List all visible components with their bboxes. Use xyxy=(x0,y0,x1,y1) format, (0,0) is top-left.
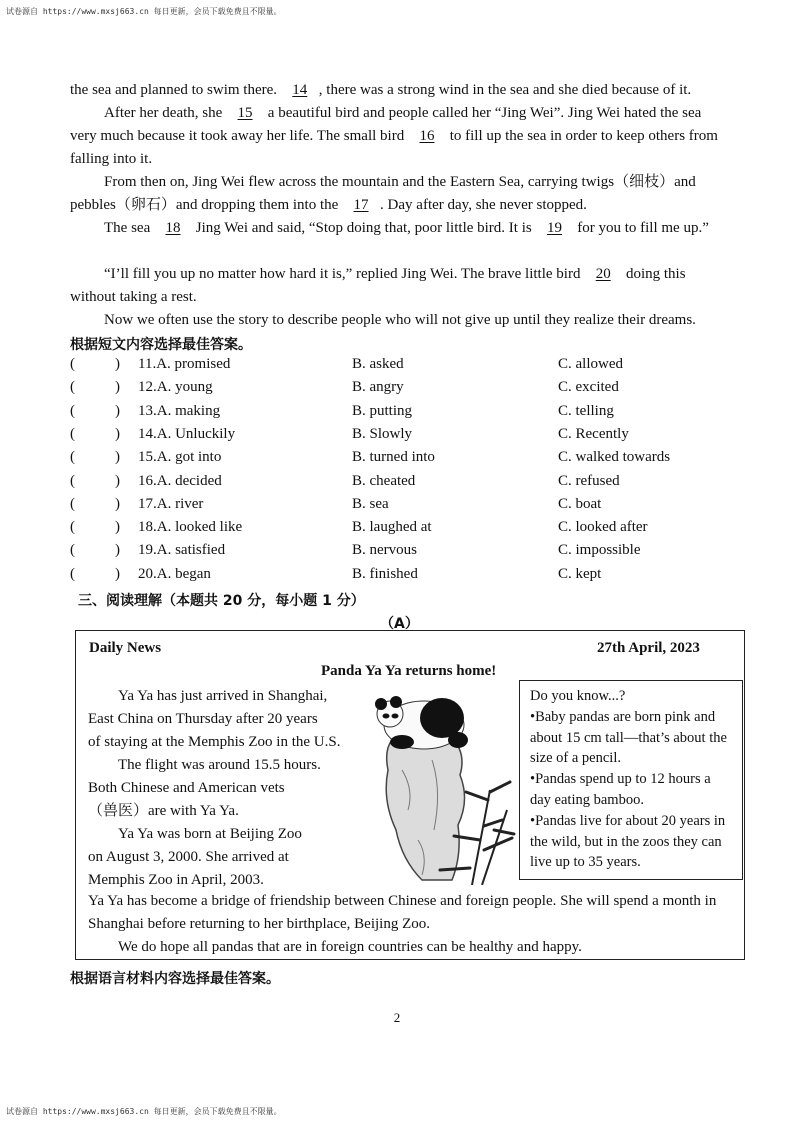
news-line: （兽医）are with Ya Ya. xyxy=(88,803,239,819)
option-a: 16.A. decided xyxy=(138,472,222,489)
answer-paren-close: ) xyxy=(115,449,120,466)
option-a: 13.A. making xyxy=(138,402,221,419)
answer-paren-open[interactable]: ( xyxy=(70,542,75,559)
option-c: C. impossible xyxy=(558,542,641,559)
news-date: 27th April, 2023 xyxy=(597,640,700,656)
question-row xyxy=(70,403,726,426)
answer-paren-close: ) xyxy=(115,379,120,396)
option-a: 12.A. young xyxy=(138,379,213,396)
answer-paren-close: ) xyxy=(115,565,120,582)
option-a: 18.A. looked like xyxy=(138,519,243,536)
news-line: Ya Ya was born at Beijing Zoo xyxy=(118,826,302,842)
news-body-bottom xyxy=(88,890,738,959)
news-line: Ya Ya has just arrived in Shanghai, xyxy=(118,688,328,704)
dyk-title: Do you know...? xyxy=(530,688,626,704)
passage-paragraph-3: From then on, Jing Wei flew across the mountain and the Eastern Sea, carrying twigs（细枝）and pebbles（卵石）and dropping them into the 17 . Day after day, she never stopped. xyxy=(70,171,726,217)
panda-illustration xyxy=(362,680,517,885)
answer-paren-open[interactable]: ( xyxy=(70,472,75,489)
option-c: C. refused xyxy=(558,472,620,489)
answer-paren-open[interactable]: ( xyxy=(70,519,75,536)
answer-paren-open[interactable]: ( xyxy=(70,356,75,372)
option-a: 15.A. got into xyxy=(138,449,222,466)
answer-paren-close: ) xyxy=(115,356,120,372)
question-row xyxy=(70,473,726,496)
passage-paragraph-4: The sea 18 Jing Wei and said, “Stop doing that, poor little bird. It is 19 for you to fill me up.” xyxy=(70,217,726,240)
question-row xyxy=(70,519,726,542)
news-paragraph: We do hope all pandas that are in foreign countries can be healthy and happy. xyxy=(118,939,582,955)
dyk-fact-2: •Pandas spend up to 12 hours a day eating bamboo. xyxy=(530,771,711,808)
option-a: 19.A. satisfied xyxy=(138,542,226,559)
answer-paren-close: ) xyxy=(115,519,120,536)
option-c: C. walked towards xyxy=(558,449,671,466)
option-c: C. kept xyxy=(558,565,602,582)
option-a: 11.A. promised xyxy=(138,356,231,372)
news-paper-name: Daily News xyxy=(89,640,162,656)
option-b: B. cheated xyxy=(352,472,416,489)
blank-17: 17 xyxy=(353,197,369,213)
option-b: B. finished xyxy=(352,565,418,582)
passage-paragraph-6: Now we often use the story to describe people who will not give up until they realize their dreams. xyxy=(104,312,696,328)
answer-paren-close: ) xyxy=(115,495,120,512)
blank-14: 14 xyxy=(292,82,308,98)
option-b: B. putting xyxy=(352,402,413,419)
question-row xyxy=(70,449,726,472)
news-line: of staying at the Memphis Zoo in the U.S. xyxy=(88,734,341,750)
option-c: C. telling xyxy=(558,402,614,419)
answer-paren-open[interactable]: ( xyxy=(70,425,75,442)
question-row xyxy=(70,426,726,449)
answer-paren-close: ) xyxy=(115,472,120,489)
section-title: 三、阅读理解（本题共 20 分，每小题 1 分） xyxy=(78,593,365,609)
question-row xyxy=(70,542,726,565)
blank-19: 19 xyxy=(546,220,562,236)
passage-paragraph-2: After her death, she 15 a beautiful bird and people called her “Jing Wei”. Jing Wei hated the sea very much because it took away her life. The small bird 16 to fill up the sea in order to keep others from falling into it. xyxy=(70,102,726,171)
option-a: 20.A. began xyxy=(138,565,211,582)
source-note-bottom: 试卷源自 https://www.mxsj663.cn 每日更新，会员下载免费且不限量。 xyxy=(6,1107,282,1116)
news-line: East China on Thursday after 20 years xyxy=(88,711,318,727)
did-you-know-box xyxy=(519,680,743,880)
answer-paren-close: ) xyxy=(115,402,120,419)
option-a: 17.A. river xyxy=(138,495,204,512)
answer-paren-close: ) xyxy=(115,542,120,559)
answer-paren-close: ) xyxy=(115,425,120,442)
answer-paren-open[interactable]: ( xyxy=(70,379,75,396)
blank-18: 18 xyxy=(165,220,181,236)
answer-paren-open[interactable]: ( xyxy=(70,495,75,512)
source-note-top: 试卷源自 https://www.mxsj663.cn 每日更新，会员下载免费且不限量。 xyxy=(6,7,282,16)
blank-16: 16 xyxy=(419,128,435,144)
blank-15: 15 xyxy=(237,105,253,121)
news-headline: Panda Ya Ya returns home! xyxy=(321,663,497,679)
option-b: B. sea xyxy=(352,495,389,512)
question-row xyxy=(70,356,726,379)
option-c: C. excited xyxy=(558,379,619,396)
option-b: B. nervous xyxy=(352,542,417,559)
news-line: on August 3, 2000. She arrived at xyxy=(88,849,289,865)
news-paragraph: Ya Ya has become a bridge of friendship between Chinese and foreign people. She will spend a month in Shanghai before returning to her birthplace, Beijing Zoo. xyxy=(88,893,717,932)
answer-paren-open[interactable]: ( xyxy=(70,449,75,466)
news-line: The flight was around 15.5 hours. xyxy=(118,757,321,773)
answer-paren-open[interactable]: ( xyxy=(70,402,75,419)
option-b: B. Slowly xyxy=(352,425,413,442)
passage-line-1: the sea and planned to swim there. 14 , there was a strong wind in the sea and she died because of it. xyxy=(70,79,726,102)
instruction-reading: 根据语言材料内容选择最佳答案。 xyxy=(70,971,280,987)
answer-paren-open[interactable]: ( xyxy=(70,565,75,582)
news-line: Memphis Zoo in April, 2003. xyxy=(88,872,264,888)
option-c: C. boat xyxy=(558,495,602,512)
question-row xyxy=(70,566,726,589)
blank-20: 20 xyxy=(595,266,611,282)
option-b: B. turned into xyxy=(352,449,435,466)
news-body-left xyxy=(88,685,388,892)
question-row xyxy=(70,379,726,402)
option-b: B. laughed at xyxy=(352,519,432,536)
section-a-label: （A） xyxy=(380,616,419,632)
option-b: B. asked xyxy=(352,356,404,372)
passage-paragraph-5: “I’ll fill you up no matter how hard it is,” replied Jing Wei. The brave little bird 20 doing this without taking a rest. xyxy=(70,263,726,309)
page-number: 2 xyxy=(393,1010,401,1025)
instruction-cloze: 根据短文内容选择最佳答案。 xyxy=(70,337,252,353)
news-line: Both Chinese and American vets xyxy=(88,780,285,796)
dyk-fact-1: •Baby pandas are born pink and about 15 cm tall—that’s about the size of a pencil. xyxy=(530,708,727,767)
option-c: C. allowed xyxy=(558,356,623,372)
option-c: C. Recently xyxy=(558,425,629,442)
option-a: 14.A. Unluckily xyxy=(138,425,236,442)
option-b: B. angry xyxy=(352,379,404,396)
question-row xyxy=(70,496,726,519)
option-c: C. looked after xyxy=(558,519,648,536)
dyk-fact-3: •Pandas live for about 20 years in the wild, but in the zoos they can live up to 35 years. xyxy=(530,812,726,871)
